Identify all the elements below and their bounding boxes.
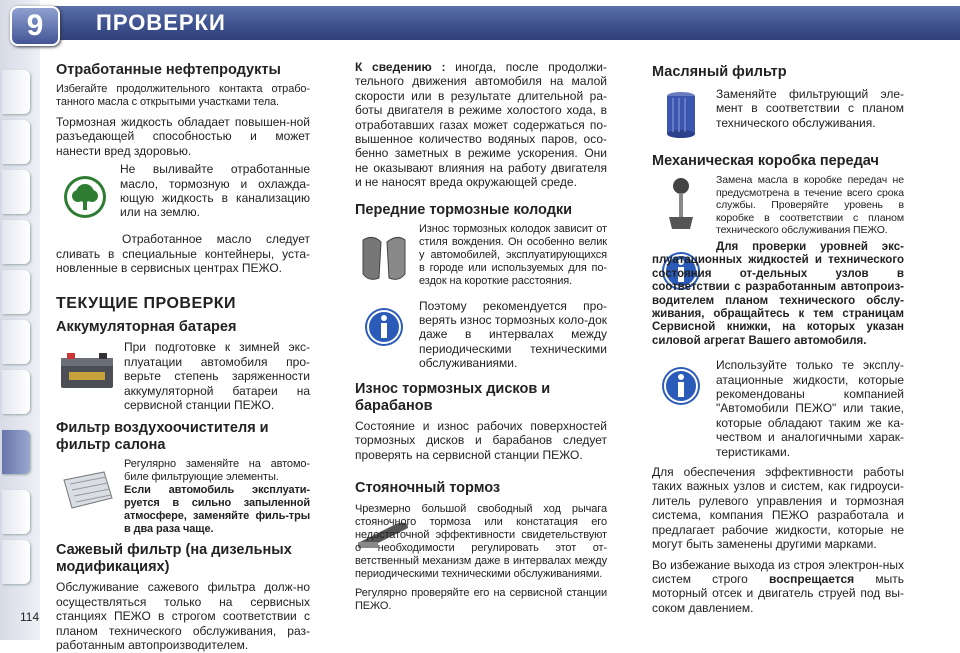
air-filter-icon [56,458,118,522]
oil-p2: Тормозная жидкость обладает повышен-ной разъедающей способностью и может нанести вред здоровью. [56,115,310,158]
chapter-tab[interactable] [2,370,30,414]
fluids-p2: Для обеспечения эффективности работы таких важных узлов и систем, как гидроуси-литель рулевого управления и тормозная система, компания ПЕЖО разработала и предлагает рабочие жидкости, которые не могут быть заменены другими марками. [652,465,904,552]
discs-title: Износ тормозных дисков и барабанов [355,380,551,414]
airfilter-p2: Если автомобиль эксплуати-руется в сильно запыленной атмосфере, заменяйте филь-тры в два раза чаще. [124,484,310,536]
soot-title: Сажевый фильтр (на дизельных модификациях) [56,542,292,576]
oilfilter-title: Масляный фильтр [652,64,787,80]
fluids-p3a: Во избежание выхода из строя электрон-ных систем строго [652,557,904,586]
park-title: Стояночный тормоз [355,479,501,496]
oil-title: Отработанные нефтепродукты [56,62,281,78]
current-checks-title: ТЕКУЩИЕ ПРОВЕРКИ [56,295,237,313]
park-p2: Регулярно проверяйте его на сервисной станции ПЕЖО. [355,586,607,612]
page-title: ПРОВЕРКИ [96,10,226,35]
chapter-number: 9 [10,6,60,46]
pads-p2: Поэтому рекомендуется про-верять износ тормозных коло-док даже в интервалах между периодическими техническими обслуживаниями. [419,298,607,371]
brake-pads-icon [355,223,413,293]
airfilter-title: Фильтр воздухоочистителя и фильтр салона [56,420,269,454]
battery-p: При подготовке к зимней экс-плуатации автомобиля про-верьте степень заряженности аккумуляторной батареи на сервисной станции ПЕЖО. [124,340,310,413]
battery-title: Аккумуляторная батарея [56,319,237,336]
chapter-tab[interactable] [2,170,30,214]
pads-p1: Износ тормозных колодок зависит от стиля вождения. Он особенно велик у автомобилей, эксплуатирующихся в городе или используемых для по-ездок на короткие расстояния. [419,222,607,287]
chapter-tab[interactable] [2,270,30,314]
oil-filter-icon [652,87,710,143]
discs-p: Состояние и износ рабочих поверхностей тормозных дисков и барабанов следует проверять на сервисной станции ПЕЖО. [355,418,607,462]
page-number: 114 [20,610,40,624]
chapter-tab[interactable] [2,70,30,114]
soot-p: Обслуживание сажевого фильтра долж-но осуществляться только на сервисных станциях ПЕЖО в строгом соответствии с планом технического обслуживания, раз-работанным автопроизводителем. [56,580,310,653]
chapter-tab[interactable] [2,120,30,164]
left-column [56,56,310,653]
oil-p3: Не выливайте отработанные масло, тормозную и охлажда-ющую жидкость в канализацию или на землю. [120,162,310,220]
oil-p4: Отработанное масло следует сливать в специальные контейнеры, уста-новленные в сервисных центрах ПЕЖО. [56,232,310,276]
chapter-tab-active[interactable] [2,430,30,474]
gear-lever-icon [652,174,710,234]
fluids-p1: Используйте только те эксплу-атационные жидкости, которые рекомендованы компанией "Автомобили ПЕЖО" или такие, которые обладают таким же ка-чеством и аналогичными харак-теристиками. [716,358,904,459]
info-icon [355,299,413,355]
chapter-tab[interactable] [2,220,30,264]
chapter-tab[interactable] [2,490,30,534]
chapter-tab[interactable] [2,540,30,584]
right-column [652,58,904,615]
fluids-p3c: мыть моторный отсек и двигатель струей под вы-соком давлением. [652,571,905,615]
oil-p1: Избегайте продолжительного контакта отрабо-танного масла с открытыми участками тела. [56,83,310,108]
note-paragraph [355,60,607,190]
battery-icon [56,340,118,400]
park-p1: Чрезмерно большой свободный ход рычага стояночного тормоза или констатация его недостаточной эффективности свидетельствуют о необходимости регулировать этот от-ветственный механизм даже в интервалах между периодическими техническими обслуживаниями. [355,502,607,580]
pads-title: Передние тормозные колодки [355,201,573,218]
middle-column [355,60,607,613]
note-text: иногда, после продолжи-тельного движения автомобиля на малой скорости или в результате длительной ра-боты двигателя в режиме холостого хода, в отработавших газах может содержаться по-вышенное количество водяных паров, осо-бенно заметных в режиме ускорения. Они не оказывают влияния на работу двигателя и не наносят вреда окружающей среде. [355,60,607,190]
fluids-p3 [652,558,904,616]
oilfilter-p: Заменяйте фильтрующий эле-мент в соответствии с планом технического обслуживания. [716,87,904,130]
gearbox-p1: Замена масла в коробке передач не предусмотрена в течение всего срока службы. Проверяйте уровень в коробке в соответствии с планом технического обслуживания ПЕЖО. [716,174,904,237]
gearbox-title: Механическая коробка передач [652,153,879,169]
info-icon [652,358,710,414]
chapter-tab[interactable] [2,320,30,364]
note-label: К сведению : [355,60,446,74]
tree-icon [56,162,114,232]
chapter-sidebar [0,0,40,640]
gearbox-p2: Для проверки уровней экс-плуатационных жидкостей и технического состояния от-дельных узлов в соответствии с разработанным автопроиз-водителем планом технического обслу-живания, обращайтесь к тем страницам Сервисной книжки, на которых указан силовой агрегат Вашего автомобиля. [652,240,904,347]
fluids-p3b: воспрещается [769,571,855,586]
page-header [0,0,960,46]
airfilter-p1: Регулярно заменяйте на автомо-биле фильтрующие элементы. [124,458,310,484]
